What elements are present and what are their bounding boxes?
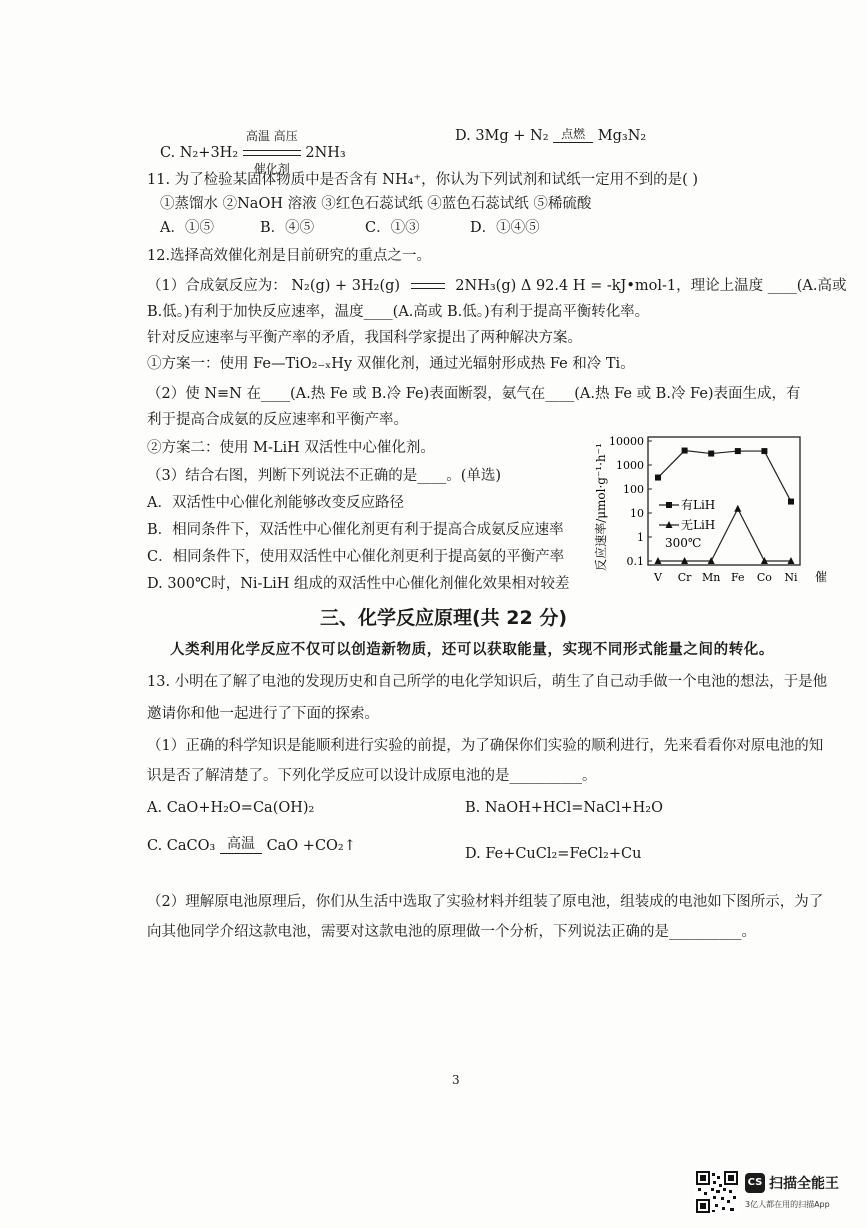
q11-option-d: D．①④⑤	[470, 220, 540, 236]
q12-part3: （3）结合右图，判断下列说法不正确的是____。(单选)	[147, 468, 502, 484]
chart-legend-square	[666, 502, 672, 508]
q12-part2-line1: （2）使 N≡N 在____(A.热 Fe 或 B.冷 Fe)表面断裂，氨气在____(A.热 Fe 或 B.冷 Fe)表面生成，有	[147, 386, 801, 402]
q13-option-c-lhs: C. CaCO₃	[147, 838, 216, 854]
q13-option-c-condition	[220, 836, 262, 855]
section-intro: 人类利用化学反应不仅可以创造新物质，还可以获取能量，实现不同形式能量之间的转化。	[170, 642, 774, 658]
q13-part2-line1: （2）理解原电池原理后，你们从生活中选取了实验材料并组装了原电池，组装成的电池如下图所示，为了	[147, 894, 824, 910]
chart-point-square	[682, 448, 688, 454]
reaction-bar-icon	[220, 853, 262, 854]
q12-part1-products: 2NH₃(g) Δ 92.4 H = -kJ•mol-1，理论上温度 ____(A.高或	[455, 278, 847, 294]
q10-option-d-lhs: 3Mg + N₂	[475, 128, 549, 144]
chart-xtick-label: Ni	[784, 571, 798, 584]
q12-part1-line2: B.低。)有利于加快反应速率，温度____(A.高或 B.低。)有利于提高平衡转化率。	[147, 304, 650, 320]
app-tagline: 3亿人都在用的扫描App	[745, 1200, 830, 1209]
q10-option-d	[455, 126, 646, 146]
chart-ytick-label: 1	[637, 531, 644, 544]
chart-point-triangle	[734, 505, 741, 512]
q12-scheme1: ①方案一：使用 Fe—TiO₂₋ₓHy 双催化剂，通过光辐射形成热 Fe 和冷 Ti。	[147, 356, 635, 372]
q13-option-b: B. NaOH+HCl=NaCl+H₂O	[465, 800, 663, 816]
q13-option-c-condition-top: 高温	[226, 836, 255, 852]
q10-option-c-condition-top: 高温 高压	[245, 129, 298, 143]
q12-option-d: D. 300℃时，Ni-LiH 组成的双活性中心催化剂催化效果相对较差	[147, 576, 570, 592]
q11-option-c: C．①③	[365, 220, 420, 236]
reaction-rate-chart	[591, 427, 831, 597]
chart-legend-label: 有LiH	[681, 498, 716, 512]
q11-option-b: B．④⑤	[260, 220, 315, 236]
q13-part1-line2: 识是否了解清楚了。下列化学反应可以设计成原电池的是__________。	[147, 768, 597, 784]
q13-part1-line1: （1）正确的科学知识是能顺利进行实验的前提，为了确保你们实验的顺利进行，先来看看你对原电池的知	[147, 738, 824, 754]
chart-xtick-label: Cr	[677, 571, 692, 584]
q11-reagents: ①蒸馏水 ②NaOH 溶液 ③红色石蕊试纸 ④蓝色石蕊试纸 ⑤稀硫酸	[160, 196, 592, 212]
chart-ytick-label: 0.1	[626, 555, 644, 568]
q13-option-c	[147, 836, 356, 856]
q12-part1-line1	[147, 276, 847, 296]
q13-option-c-rhs: CaO +CO₂↑	[266, 838, 356, 854]
app-brand	[745, 1173, 839, 1193]
chart-ylabel: 反应速率/μmol·g⁻¹·h⁻¹	[594, 443, 608, 571]
cs-logo-icon: CS	[745, 1173, 765, 1193]
reaction-bar-icon	[553, 142, 593, 143]
app-name: 扫描全能王	[769, 1176, 839, 1192]
chart-point-square	[735, 448, 741, 454]
q12-scheme2: ②方案二：使用 M-LiH 双活性中心催化剂。	[147, 440, 435, 456]
chart-xlabel: 催	[815, 570, 828, 584]
chart-xtick-label: V	[654, 571, 662, 584]
chart-ytick-label: 10	[630, 507, 644, 520]
q11-option-a: A．①⑤	[160, 220, 214, 236]
chart-point-square	[655, 475, 661, 481]
q10-option-c-label: C.	[160, 145, 176, 161]
q12-part2-line2: 利于提高合成氨的反应速率和平衡产率。	[147, 412, 408, 428]
q13-stem-line1: 13. 小明在了解了电池的发现历史和自己所学的电化学知识后，萌生了自己动手做一个电池的想法，于是他	[147, 674, 828, 690]
chart-legend-label: 无LiH	[681, 518, 716, 532]
q10-option-d-label: D.	[455, 128, 471, 144]
section-heading: 三、化学反应原理(共 22 分)	[320, 607, 568, 629]
q13-stem-line2: 邀请你和他一起进行了下面的探索。	[147, 706, 379, 722]
q10-option-d-rhs: Mg₃N₂	[597, 128, 647, 144]
q12-part1-reactants: （1）合成氨反应为： N₂(g) + 3H₂(g)	[147, 278, 401, 294]
chart-xtick-label: Co	[756, 571, 772, 584]
q10-option-d-condition	[553, 128, 593, 144]
page-number: 3	[452, 1073, 460, 1087]
chart-point-square	[761, 448, 767, 454]
q10-option-c-lhs: N₂+3H₂	[179, 145, 239, 161]
equilibrium-arrow-icon	[243, 147, 301, 159]
q12-option-a: A．双活性中心催化剂能够改变反应路径	[147, 495, 404, 511]
equilibrium-arrow-icon	[411, 280, 445, 292]
chart-xtick-label: Fe	[731, 571, 745, 584]
q12-stem: 12.选择高效催化剂是目前研究的重点之一。	[147, 248, 432, 264]
chart-ytick-label: 1000	[616, 459, 644, 472]
chart-xtick-label: Mn	[702, 571, 721, 584]
q11-stem: 11. 为了检验某固体物质中是否含有 NH₄⁺，你认为下列试剂和试纸一定用不到的是( )	[147, 172, 698, 188]
q13-option-d: D. Fe+CuCl₂=FeCl₂+Cu	[465, 846, 642, 862]
q10-option-c-rhs: 2NH₃	[305, 145, 346, 161]
q12-option-b: B．相同条件下，双活性中心催化剂更有利于提高合成氨反应速率	[147, 522, 564, 538]
chart-ytick-label: 100	[623, 483, 644, 496]
chart-ytick-label: 10000	[609, 435, 644, 448]
q13-option-a: A. CaO+H₂O=Ca(OH)₂	[147, 800, 315, 816]
q10-option-d-condition-top: 点燃	[561, 127, 586, 141]
chart-annotation: 300℃	[665, 536, 702, 550]
chart-series-line	[658, 451, 791, 502]
chart-series-line	[658, 509, 791, 561]
chart-point-square	[788, 499, 794, 505]
q12-intro: 针对反应速率与平衡产率的矛盾，我国科学家提出了两种解决方案。	[147, 330, 582, 346]
qr-code-icon	[695, 1170, 739, 1214]
q12-option-c: C．相同条件下，使用双活性中心催化剂更利于提高氨的平衡产率	[147, 549, 565, 565]
q10-option-c-condition-bottom: 催化剂	[253, 162, 290, 176]
chart-point-square	[708, 451, 714, 457]
q13-part2-line2: 向其他同学介绍这款电池，需要对这款电池的原理做一个分析，下列说法正确的是__________。	[147, 924, 756, 940]
